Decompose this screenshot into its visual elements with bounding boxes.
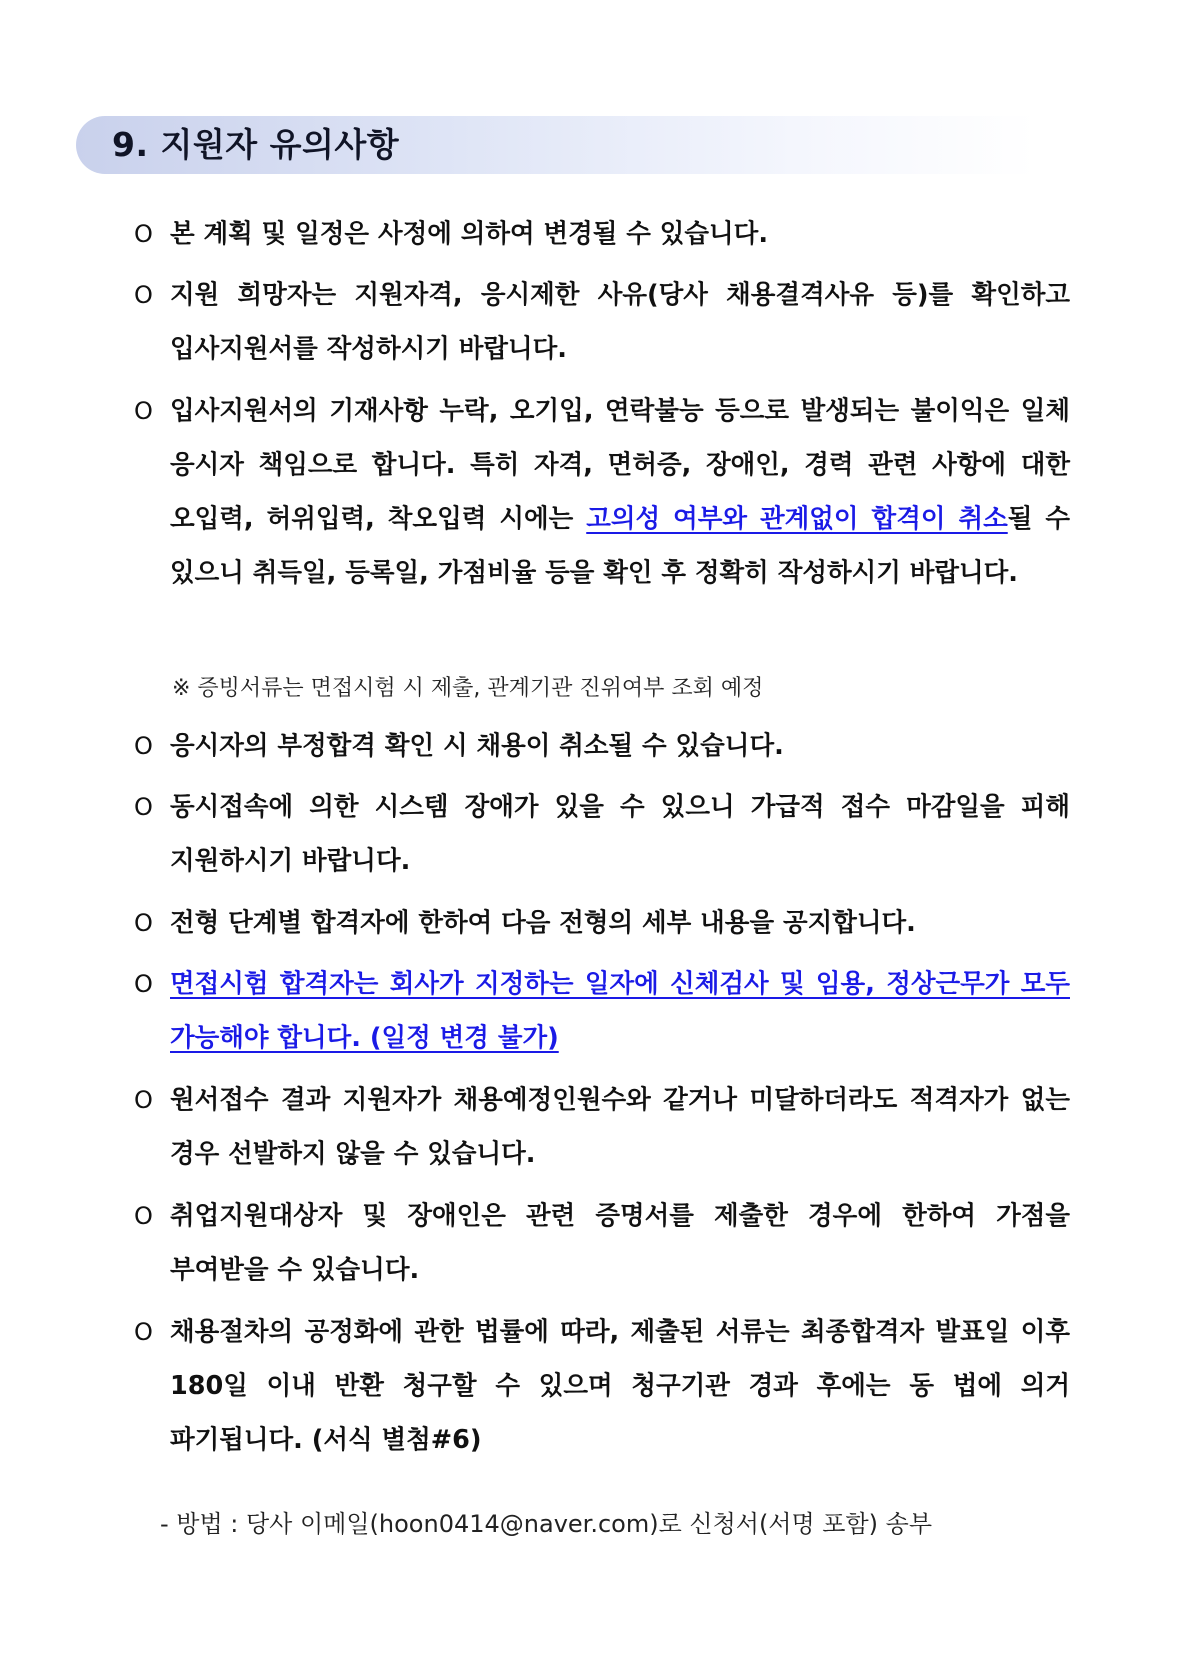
list-item	[134, 1189, 1070, 1297]
item-text-before: 입사지원서의 기재사항 누락, 오기입, 연락불능 등으로 발생되는 불이익은 일체 응시자 책임으로 합니다. 특히 자격, 면허증, 장애인, 경력 관련 사항에 대한 오입력, 허위입력, 착오입력 시에는	[170, 396, 1070, 534]
bullet-icon: O	[134, 732, 153, 760]
item-text: 전형 단계별 합격자에 한하여 다음 전형의 세부 내용을 공지합니다.	[170, 908, 916, 938]
method-note: - 방법 : 당사 이메일(hoon0414@naver.com)로 신청서(서명 포함) 송부	[160, 1510, 933, 1538]
list-item	[134, 719, 1070, 773]
list-item	[134, 896, 1070, 950]
item-text: 원서접수 결과 지원자가 채용예정인원수와 같거나 미달하더라도 적격자가 없는 경우 선발하지 않을 수 있습니다.	[170, 1085, 1070, 1169]
bullet-icon: O	[134, 397, 153, 425]
bullet-icon: O	[134, 281, 153, 309]
item-text: 동시접속에 의한 시스템 장애가 있을 수 있으니 가급적 접수 마감일을 피해 지원하시기 바랍니다.	[170, 792, 1070, 876]
item-text-after: 될 수 있으니 취득일, 등록일, 가점비율 등을 확인 후 정확히 작성하시기 바랍니다.	[170, 504, 1070, 588]
bullet-icon: O	[134, 970, 153, 998]
list-item	[134, 384, 1070, 600]
item-text: 채용절차의 공정화에 관한 법률에 따라, 제출된 서류는 최종합격자 발표일 이후 180일 이내 반환 청구할 수 있으며 청구기관 경과 후에는 동 법에 의거 파기됩니다. (서식 별첨#6)	[170, 1317, 1070, 1455]
list-item	[134, 207, 1070, 261]
bullet-icon: O	[134, 1202, 153, 1230]
list-item	[134, 1073, 1070, 1181]
item-text	[170, 384, 1070, 600]
bullet-icon: O	[134, 909, 153, 937]
item-text: 취업지원대상자 및 장애인은 관련 증명서를 제출한 경우에 한하여 가점을 부여받을 수 있습니다.	[170, 1201, 1070, 1285]
item-text: 본 계획 및 일정은 사정에 의하여 변경될 수 있습니다.	[170, 219, 769, 249]
list-item	[134, 1305, 1070, 1467]
highlighted-warning: 고의성 여부와 관계없이 합격이 취소	[586, 504, 1008, 534]
item-text: 응시자의 부정합격 확인 시 채용이 취소될 수 있습니다.	[170, 731, 784, 761]
list-item	[134, 780, 1070, 888]
highlighted-warning: 면접시험 합격자는 회사가 지정하는 일자에 신체검사 및 임용, 정상근무가 모두 가능해야 합니다. (일정 변경 불가)	[170, 969, 1070, 1053]
bullet-icon: O	[134, 793, 153, 821]
bullet-icon: O	[134, 220, 153, 248]
list-item	[134, 268, 1070, 376]
item-text: 지원 희망자는 지원자격, 응시제한 사유(당사 채용결격사유 등)를 확인하고 입사지원서를 작성하시기 바랍니다.	[170, 280, 1070, 364]
evidence-note: ※ 증빙서류는 면접시험 시 제출, 관계기관 진위여부 조회 예정	[172, 676, 764, 701]
section-title: 9. 지원자 유의사항	[112, 125, 400, 164]
bullet-icon: O	[134, 1086, 153, 1114]
bullet-icon: O	[134, 1318, 153, 1346]
list-item	[134, 957, 1070, 1065]
item-text	[170, 957, 1070, 1065]
